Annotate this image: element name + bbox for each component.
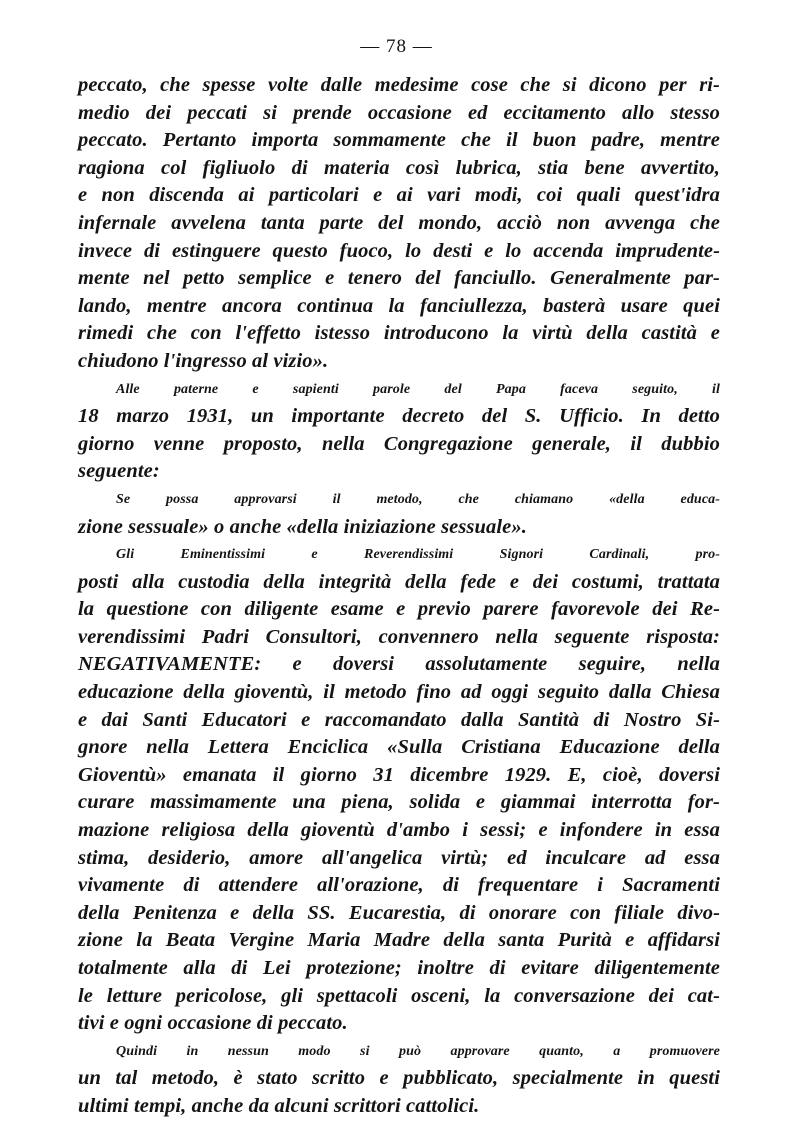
text-line: tivi e ogni occasione di peccato. xyxy=(78,1012,348,1035)
text-line: NEGATIVAMENTE: e doversi assolutamente seguire, nella xyxy=(78,653,720,676)
text-line: 18 marzo 1931, un importante decreto del S. Ufficio. In detto xyxy=(78,405,720,428)
text-line: un tal metodo, è stato scritto e pubblicato, specialmente in questi xyxy=(78,1067,720,1090)
text-line: rimedi che con l'effetto istesso introducono la virtù della castità e xyxy=(78,322,720,345)
text-line: zione la Beata Vergine Maria Madre della santa Purità e affidarsi xyxy=(78,929,720,952)
text-line: invece di estinguere questo fuoco, lo desti e lo accenda imprudente- xyxy=(78,239,720,262)
text-line: e dai Santi Educatori e raccomandato dalla Santità di Nostro Si- xyxy=(78,708,720,731)
text-line: della Penitenza e della SS. Eucarestia, di onorare con filiale divo- xyxy=(78,901,720,924)
text-line: seguente: xyxy=(78,460,160,483)
body-text xyxy=(78,72,720,1121)
text-line: la questione con diligente esame e previo parere favorevole dei Re- xyxy=(78,598,720,621)
text-line: posti alla custodia della integrità della fede e dei costumi, trattata xyxy=(78,570,720,593)
text-line: Gioventù» emanata il giorno 31 dicembre 1929. E, cioè, doversi xyxy=(78,763,720,786)
text-line: educazione della gioventù, il metodo fino ad oggi seguito dalla Chiesa xyxy=(78,681,720,704)
text-line: Se possa approvarsi il metodo, che chiamano «della educa- xyxy=(116,491,720,507)
text-line: gnore nella Lettera Enciclica «Sulla Cristiana Educazione della xyxy=(78,736,720,759)
text-line: totalmente alla di Lei protezione; inoltre di evitare diligentemente xyxy=(78,957,720,979)
text-line: Gli Eminentissimi e Reverendissimi Signori Cardinali, pro- xyxy=(116,547,720,563)
text-line: curare massimamente una piena, solida e giammai interrotta for- xyxy=(78,791,720,814)
text-line: peccato. Pertanto importa sommamente che il buon padre, mentre xyxy=(78,129,720,152)
text-line: lando, mentre ancora continua la fanciullezza, basterà usare quei xyxy=(78,294,720,317)
text-line: e non discenda ai particolari e ai vari modi, coi quali quest'idra xyxy=(78,184,720,207)
text-line: mazione religiosa della gioventù d'ambo i sessi; e infondere in essa xyxy=(78,819,720,842)
text-line: medio dei peccati si prende occasione ed eccitamento allo stesso xyxy=(78,101,720,124)
text-line: ragiona col figliuolo di materia così lubrica, stia bene avvertito, xyxy=(78,156,720,179)
text-line: peccato, che spesse volte dalle medesime cose che si dicono per ri- xyxy=(78,74,720,96)
text-line: ultimi tempi, anche da alcuni scrittori cattolici. xyxy=(78,1094,480,1117)
text-line: Alle paterne e sapienti parole del Papa faceva seguito, il xyxy=(116,381,720,397)
text-line: giorno venne proposto, nella Congregazione generale, il dubbio xyxy=(78,432,720,455)
text-line: le letture pericolose, gli spettacoli osceni, la conversazione dei cat- xyxy=(78,984,720,1007)
text-line: vivamente di attendere all'orazione, di frequentare i Sacramenti xyxy=(78,874,720,897)
text-line: Quindi in nessun modo si può approvare quanto, a promuovere xyxy=(116,1043,720,1059)
text-line: zione sessuale» o anche «della iniziazione sessuale». xyxy=(78,515,527,538)
text-line: stima, desiderio, amore all'angelica virtù; ed inculcare ad essa xyxy=(78,846,720,869)
text-line: chiudono l'ingresso al vizio». xyxy=(78,349,329,372)
text-line: mente nel petto semplice e tenero del fanciullo. Generalmente par- xyxy=(78,267,720,290)
page-number: — 78 — xyxy=(360,36,433,57)
text-line: verendissimi Padri Consultori, convennero nella seguente risposta: xyxy=(78,625,720,648)
text-line: infernale avvelena tanta parte del mondo, acciò non avvenga che xyxy=(78,211,720,234)
